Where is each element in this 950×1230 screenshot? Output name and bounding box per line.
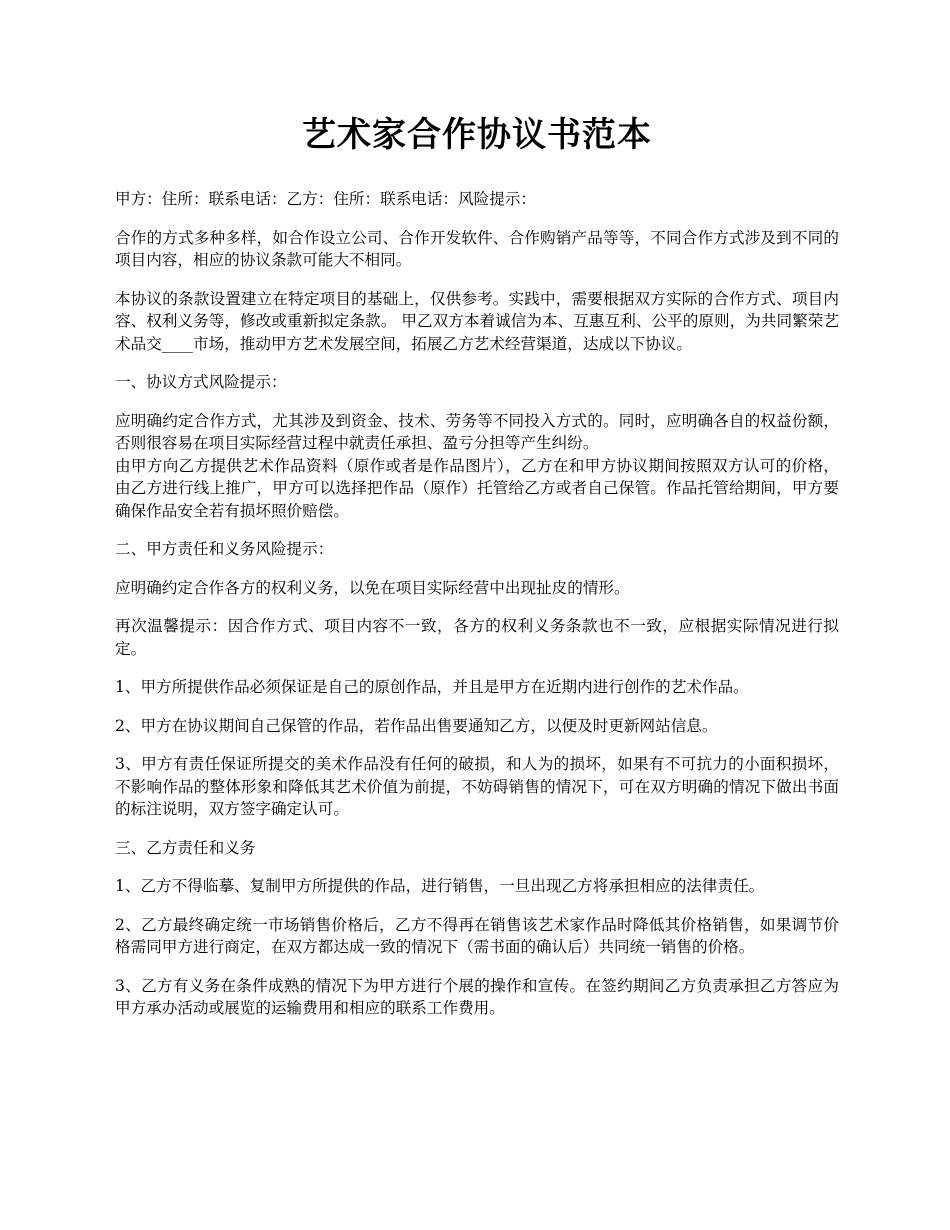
party-b-clause-3: 3、乙方有义务在条件成熟的情况下为甲方进行个展的操作和宣传。在签约期间乙方负责承担乙方答应为甲方承办活动或展览的运输费用和相应的联系工作费用。 [115, 976, 839, 1017]
cooperation-method-paragraph: 应明确约定合作方式，尤其涉及到资金、技术、劳务等不同投入方式的。同时，应明确各自的权益份额，否则很容易在项目实际经营过程中就责任承担、盈亏分担等产生纠纷。 [115, 411, 839, 452]
party-a-clause-3: 3、甲方有责任保证所提交的美术作品没有任何的破损，和人为的损坏，如果有不可抗力的小面积损坏，不影响作品的整体形象和降低其艺术价值为前提，不妨碍销售的情况下，可在双方明确的情况下做出书面的标注说明，双方签字确定认可。 [115, 755, 839, 818]
document-title: 艺术家合作协议书范本 [302, 115, 652, 155]
agreement-basis-paragraph: 本协议的条款设置建立在特定项目的基础上，仅供参考。实践中，需要根据双方实际的合作方式、项目内容、权利义务等，修改或重新拟定条款。 甲乙双方本着诚信为本、互惠互利、公平的原则，为共同繁荣艺术品交____市场，推动甲方艺术发展空间，拓展乙方艺术经营渠道，达成以下协议。 [115, 289, 839, 353]
section-heading-party-a-duties: 二、甲方责任和义务风险提示： [115, 540, 334, 558]
party-a-clause-2: 2、甲方在协议期间自己保管的作品，若作品出售要通知乙方，以便及时更新网站信息。 [115, 716, 718, 735]
party-a-clause-1: 1、甲方所提供作品必须保证是自己的原创作品，并且是甲方在近期内进行创作的艺术作品。 [115, 678, 749, 696]
party-b-clause-2: 2、乙方最终确定统一市场销售价格后，乙方不得再在销售该艺术家作品时降低其价格销售，如果调节价格需同甲方进行商定，在双方都达成一致的情况下（需书面的确认后）共同统一销售的价格。 [115, 915, 839, 956]
rights-obligations-paragraph: 应明确约定合作各方的权利义务，以免在项目实际经营中出现扯皮的情形。 [115, 578, 630, 597]
parties-line: 甲方：住所：联系电话：乙方：住所：联系电话：风险提示： [115, 190, 537, 208]
party-b-clause-1: 1、乙方不得临摹、复制甲方所提供的作品，进行销售，一旦出现乙方将承担相应的法律责任。 [115, 877, 765, 895]
reminder-paragraph: 再次温馨提示：因合作方式、项目内容不一致，各方的权利义务条款也不一致，应根据实际情况进行拟定。 [115, 617, 839, 658]
document-page [115, 112, 839, 1036]
section-heading-agreement-method: 一、协议方式风险提示： [115, 373, 287, 391]
section-heading-party-b-duties: 三、乙方责任和义务 [115, 838, 256, 857]
cooperation-intro-paragraph: 合作的方式多种多样，如合作设立公司、合作开发软件、合作购销产品等等，不同合作方式涉及到不同的项目内容，相应的协议条款可能大不相同。 [115, 228, 839, 269]
artwork-provision-paragraph: 由甲方向乙方提供艺术作品资料（原作或者是作品图片），乙方在和甲方协议期间按照双方认可的价格，由乙方进行线上推广，甲方可以选择把作品（原作）托管给乙方或者自己保管。作品托管给期间，甲方要确保作品安全若有损坏照价赔偿。 [115, 456, 839, 520]
